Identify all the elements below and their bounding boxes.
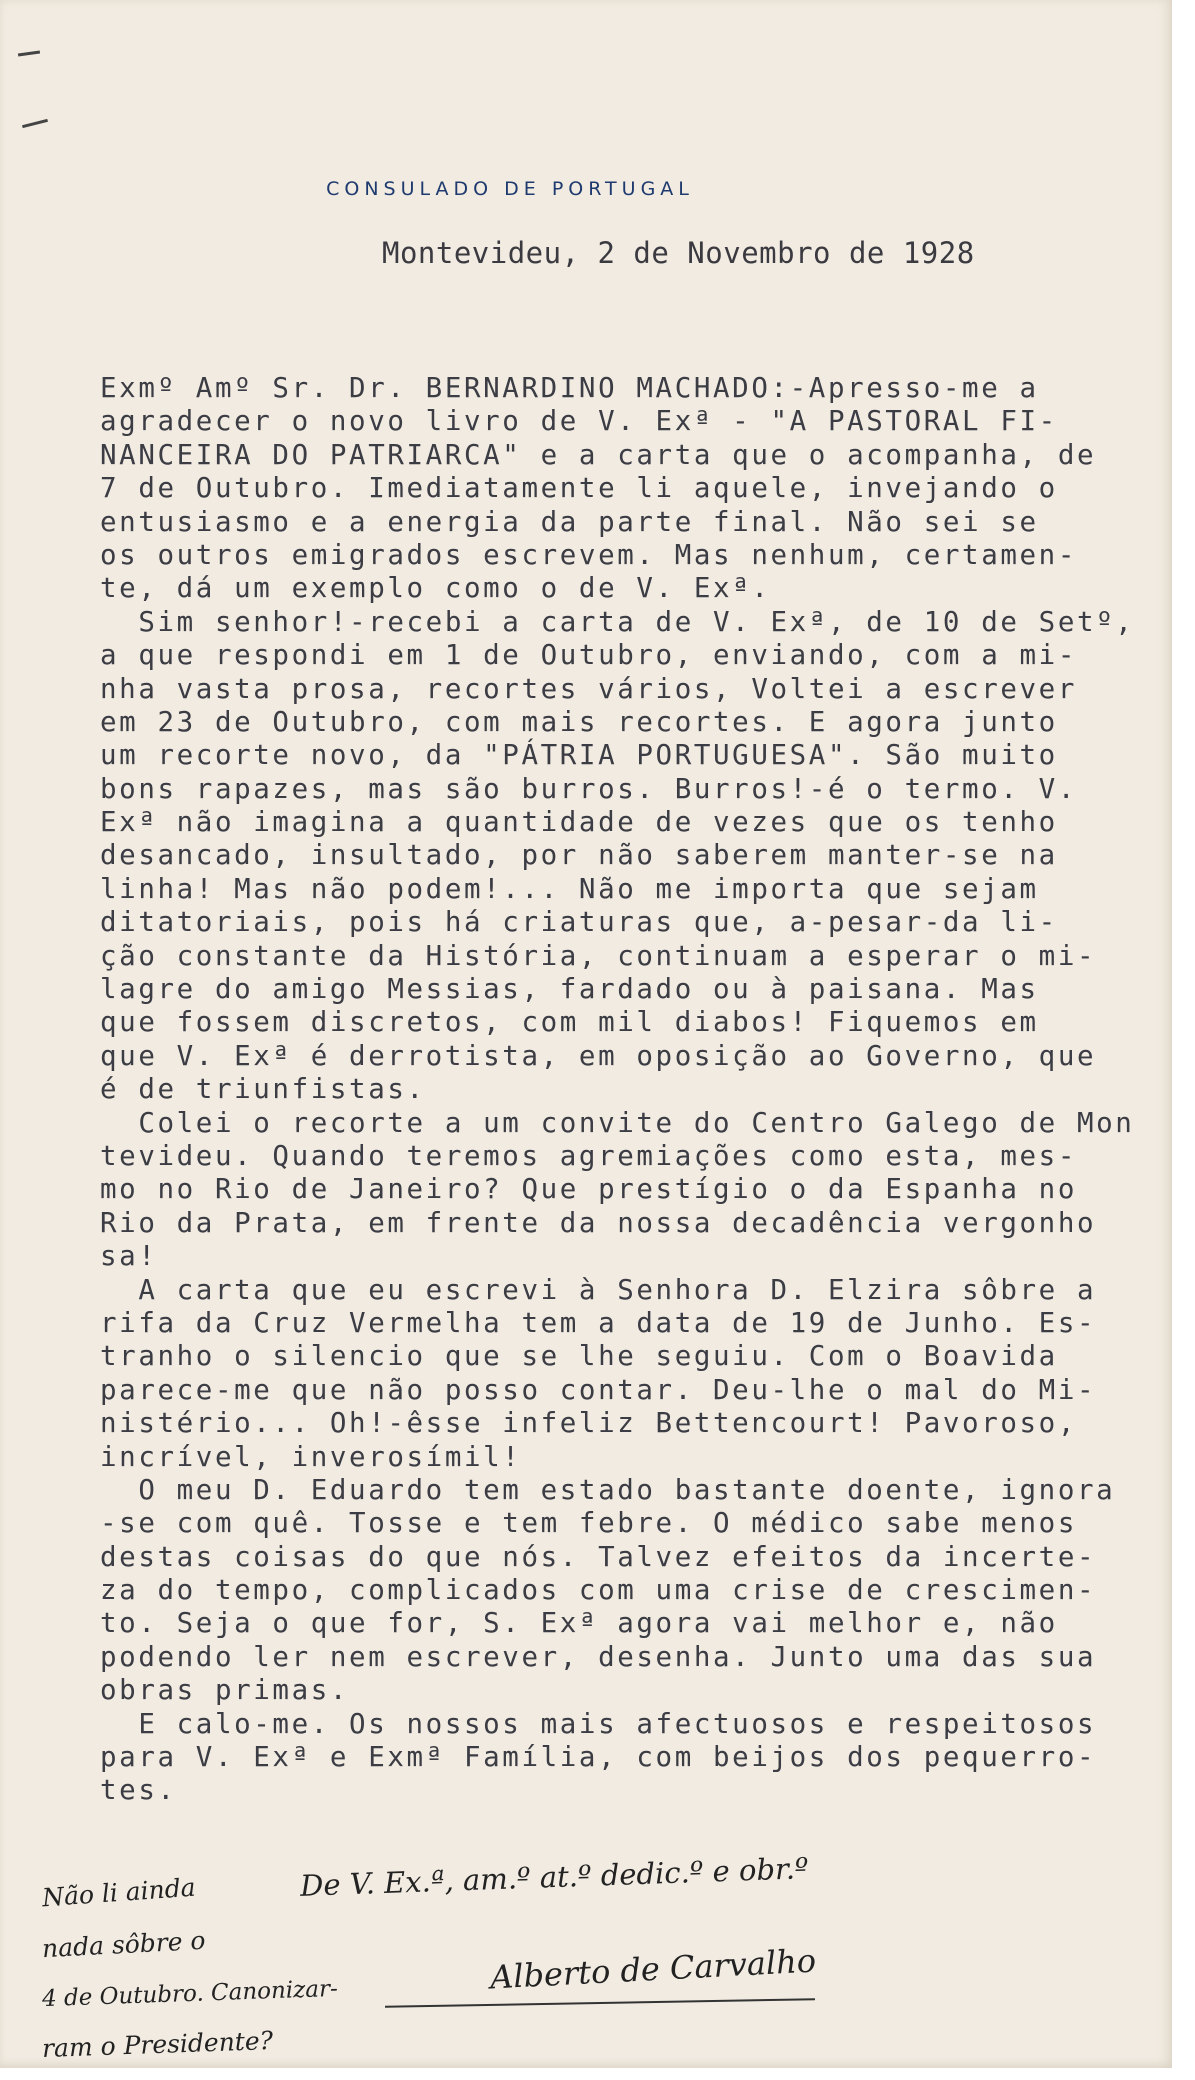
body-line: Sim senhor!-recebi a carta de V. Exª, de 10 de Setº, [100,605,1135,638]
body-line: ção constante da História, continuam a esperar o mi- [100,939,1097,972]
body-line: a que respondi em 1 de Outubro, enviando, com a mi- [100,639,1077,672]
margin-note-line: ram o Presidente? [41,2025,274,2064]
body-line: Exª não imagina a quantidade de vezes que os tenho [100,806,1058,839]
body-line: nistério... Oh!-êsse infeliz Bettencourt! Pavoroso, [100,1407,1077,1440]
body-line: E calo-me. Os nossos mais afectuosos e respeitosos [100,1707,1097,1740]
body-line: te, dá um exemplo como o de V. Exª. [100,572,771,605]
ink-mark [22,119,48,128]
body-line: to. Seja o que for, S. Exª agora vai melhor e, não [100,1607,1058,1640]
body-line: lagre do amigo Messias, fardado ou à paisana. Mas [100,973,1039,1006]
body-line: um recorte novo, da "PÁTRIA PORTUGUESA". São muito [100,739,1058,772]
body-line: que fossem discretos, com mil diabos! Fiquemos em [100,1006,1039,1039]
body-line: em 23 de Outubro, com mais recortes. E agora junto [100,705,1058,738]
body-line: obras primas. [100,1674,350,1707]
body-line: -se com quê. Tosse e tem febre. O médico sabe menos [100,1507,1077,1540]
body-line: Colei o recorte a um convite do Centro Galego de Mon [100,1106,1135,1139]
body-line: os outros emigrados escrevem. Mas nenhum, certamen- [100,538,1077,571]
body-line: rifa da Cruz Vermelha tem a data de 19 de Junho. Es- [100,1306,1097,1339]
body-line: Exmº Amº Sr. Dr. BERNARDINO MACHADO:-Apresso-me a [100,372,1039,404]
signature-underline [385,1998,815,2008]
body-line: NANCEIRA DO PATRIARCA" e a carta que o acompanha, de [100,438,1097,471]
signature: Alberto de Carvalho [489,1941,817,1997]
body-line: 7 de Outubro. Imediatamente li aquele, invejando o [100,472,1058,505]
body-line: nha vasta prosa, recortes vários, Voltei a escrever [100,672,1077,705]
body-line: é de triunfistas. [100,1073,426,1106]
letter-body [100,372,1135,1808]
body-line: desancado, insultado, por não saberem manter-se na [100,839,1058,872]
margin-note-line: 4 de Outubro. Canonizar- [41,1975,339,2013]
body-line: para V. Exª e Exmª Família, com beijos dos pequerro- [100,1741,1097,1774]
margin-note-line: nada sôbre o [41,1925,207,1964]
body-line: destas coisas do que nós. Talvez efeitos da incerte- [100,1540,1097,1573]
body-line: parece-me que não posso contar. Deu-lhe o mal do Mi- [100,1373,1097,1406]
body-line: agradecer o novo livro de V. Exª - "A PASTORAL FI- [100,405,1058,438]
body-line: mo no Rio de Janeiro? Que prestígio o da Espanha no [100,1173,1077,1206]
letterhead: CONSULADO DE PORTUGAL [326,178,694,200]
body-line: bons rapazes, mas são burros. Burros!-é o termo. V. [100,772,1077,805]
body-line: tranho o silencio que se lhe seguiu. Com o Boavida [100,1340,1058,1373]
body-line: sa! [100,1240,158,1273]
dateline: Montevideu, 2 de Novembro de 1928 [382,236,975,270]
body-line: A carta que eu escrevi à Senhora D. Elzira sôbre a [100,1273,1097,1306]
body-line: ditatoriais, pois há criaturas que, a-pesar-da li- [100,906,1058,939]
body-line: tes. [100,1774,177,1807]
body-line: linha! Mas não podem!... Não me importa que sejam [100,872,1039,905]
body-line: za do tempo, complicados com uma crise de crescimen- [100,1574,1097,1607]
handwritten-closing: De V. Ex.ª, am.º at.º dedic.º e obr.º [299,1851,810,1903]
body-line: podendo ler nem escrever, desenha. Junto uma das sua [100,1640,1097,1673]
body-line: entusiasmo e a energia da parte final. Não sei se [100,505,1039,538]
body-line: incrível, inverosímil! [100,1440,522,1473]
body-line: que V. Exª é derrotista, em oposição ao Governo, que [100,1039,1097,1072]
ink-mark [18,50,40,56]
body-line: tevideu. Quando teremos agremiações como esta, mes- [100,1139,1077,1172]
body-line: O meu D. Eduardo tem estado bastante doente, ignora [100,1473,1116,1506]
margin-note-line: Não li ainda [41,1872,197,1913]
body-line: Rio da Prata, em frente da nossa decadência vergonho [100,1206,1097,1239]
